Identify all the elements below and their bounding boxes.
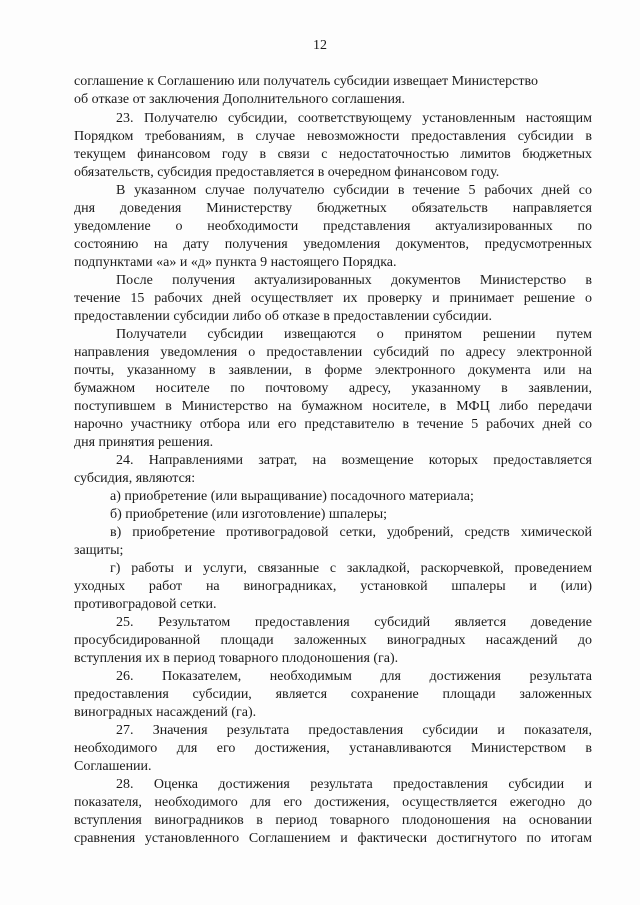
text-line: бумажном носителе по почтовому адресу, указанному в заявлении, bbox=[74, 381, 592, 396]
text-line: В указанном случае получателю субсидии в течение 5 рабочих дней со bbox=[116, 183, 592, 198]
text-line: вступления виноградников в период товарного плодоношения на основании bbox=[74, 813, 592, 828]
text-line: состоянию на дату получения уведомления документов, предусмотренных bbox=[74, 237, 592, 252]
text-line: текущем финансовом году в связи с недостаточностью лимитов бюджетных bbox=[74, 147, 592, 162]
text-line: направления уведомления о предоставлении субсидий по адресу электронной bbox=[74, 345, 592, 360]
text-line: Порядком требованиям, в случае невозможности предоставления субсидии в bbox=[74, 129, 592, 144]
text-line: 24. Направлениями затрат, на возмещение которых предоставляется bbox=[116, 453, 592, 468]
text-line: б) приобретение (или изготовление) шпалеры; bbox=[110, 507, 388, 522]
text-line: После получения актуализированных документов Министерство в bbox=[116, 273, 592, 288]
text-line: соглашение к Соглашению или получатель субсидии извещает Министерство bbox=[74, 74, 538, 89]
page-number: 12 bbox=[313, 38, 327, 53]
text-line: Соглашении. bbox=[74, 759, 152, 774]
text-line: дня принятия решения. bbox=[74, 435, 214, 450]
text-line: вступления их в период товарного плодоношения (га). bbox=[74, 651, 399, 666]
text-line: просубсидированной площади заложенных виноградных насаждений до bbox=[74, 633, 592, 648]
text-line: течение 15 рабочих дней осуществляет их проверку и принимает решение о bbox=[74, 291, 592, 306]
text-line: уведомление о необходимости представления актуализированных по bbox=[74, 219, 592, 234]
text-line: виноградных насаждений (га). bbox=[74, 705, 257, 720]
text-line: нарочно участнику отбора или его представителю в течение 5 рабочих дней со bbox=[74, 417, 592, 432]
text-line: защиты; bbox=[74, 543, 124, 558]
text-line: предоставлении субсидии либо об отказе в предоставлении субсидии. bbox=[74, 309, 493, 324]
text-line: обязательств, субсидия предоставляется в очередном финансовом году. bbox=[74, 165, 500, 180]
text-line: сравнения установленного Соглашением и фактически достигнутого по итогам bbox=[74, 831, 592, 846]
text-line: 26. Показателем, необходимым для достижения результата bbox=[116, 669, 592, 684]
text-line: показателя, необходимого для его достижения, осуществляется ежегодно до bbox=[74, 795, 592, 810]
text-line: 28. Оценка достижения результата предоставления субсидии и bbox=[116, 777, 592, 792]
text-line: г) работы и услуги, связанные с закладкой, раскорчевкой, проведением bbox=[110, 561, 592, 576]
text-line: дня доведения Министерству бюджетных обязательств направляется bbox=[74, 201, 592, 216]
text-line: предоставления субсидии, является сохранение площади заложенных bbox=[74, 687, 592, 702]
text-line: уходных работ на виноградниках, установкой шпалеры и (или) bbox=[74, 579, 592, 594]
text-line: 23. Получателю субсидии, соответствующему установленным настоящим bbox=[116, 111, 592, 126]
text-line: 27. Значения результата предоставления субсидии и показателя, bbox=[116, 723, 592, 738]
text-line: 25. Результатом предоставления субсидий является доведение bbox=[116, 615, 592, 630]
text-line: в) приобретение противоградовой сетки, удобрений, средств химической bbox=[110, 525, 592, 540]
text-line: Получатели субсидии извещаются о принятом решении путем bbox=[116, 327, 592, 342]
text-line: почты, указанному в заявлении, в форме электронного документа или на bbox=[74, 363, 592, 378]
text-line: поступившем в Министерство на бумажном носителе, в МФЦ либо передачи bbox=[74, 399, 592, 414]
text-line: необходимого для его достижения, устанавливаются Министерством в bbox=[74, 741, 592, 756]
text-line: об отказе от заключения Дополнительного соглашения. bbox=[74, 92, 405, 107]
text-line: а) приобретение (или выращивание) посадочного материала; bbox=[110, 489, 474, 504]
text-line: подпунктами «а» и «д» пункта 9 настоящего Порядка. bbox=[74, 255, 397, 270]
text-line: противоградовой сетки. bbox=[74, 597, 217, 612]
text-line: субсидия, являются: bbox=[74, 471, 196, 486]
